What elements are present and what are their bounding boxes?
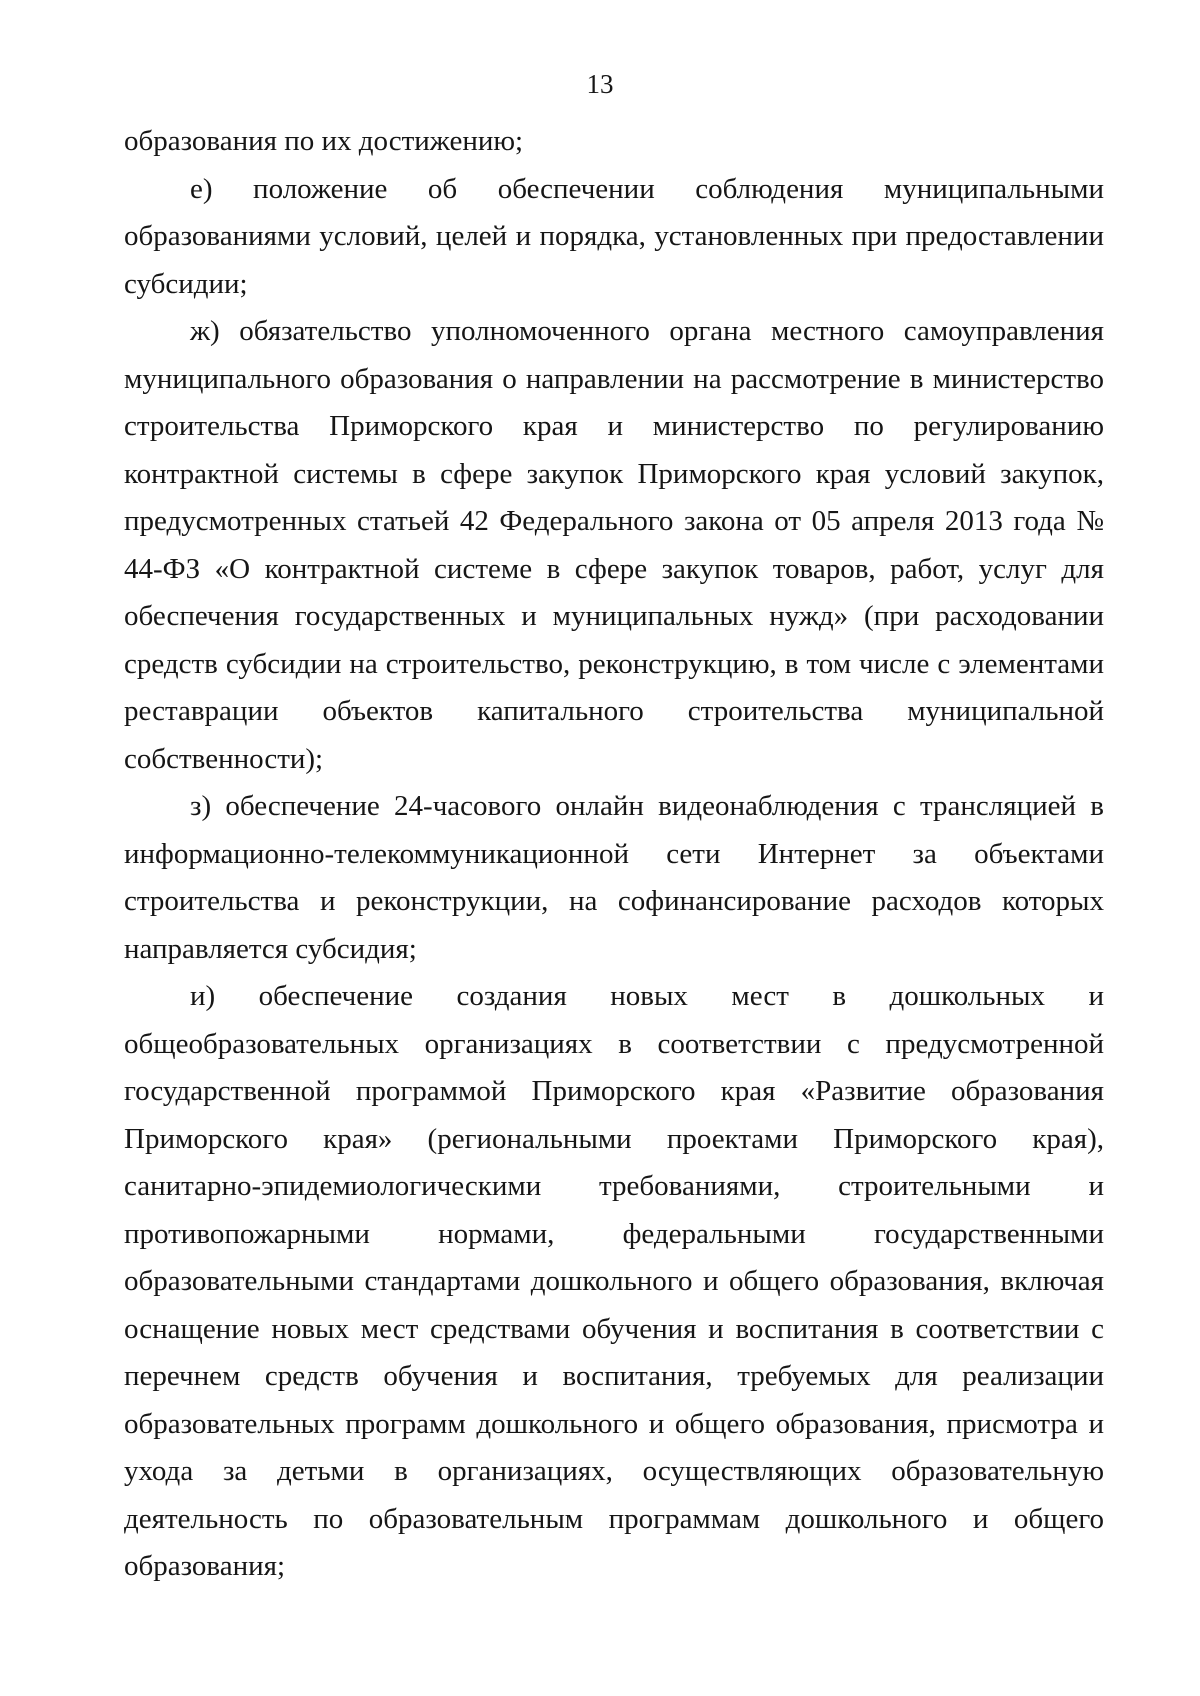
paragraph-item-i: и) обеспечение создания новых мест в дошкольных и общеобразовательных организациях в соответствии с предусмотренной государственной программой Приморского края «Развитие образования Приморского края» (региональными проектами Приморского края), санитарно-эпидемиологическими требованиями, строительными и противопожарными нормами, федеральными государственными образовательными стандартами дошкольного и общего образования, включая оснащение новых мест средствами обучения и воспитания в соответствии с перечнем средств обучения и воспитания, требуемых для реализации образовательных программ дошкольного и общего образования, присмотра и ухода за детьми в организациях, осуществляющих образовательную деятельность по образовательным программам дошкольного и общего образования; [124,980,1104,1582]
document-body [124,118,1104,1591]
paragraph-continuation: образования по их достижению; [124,125,524,157]
paragraph-item-zh: ж) обязательство уполномоченного органа местного самоуправления муниципального образования о направлении на рассмотрение в министерство строительства Приморского края и министерство по регулированию контрактной системы в сфере закупок Приморского края условий закупок, предусмотренных статьей 42 Федерального закона от 05 апреля 2013 года № 44-ФЗ «О контрактной системе в сфере закупок товаров, работ, услуг для обеспечения государственных и муниципальных нужд» (при расходовании средств субсидии на строительство, реконструкцию, в том числе с элементами реставрации объектов капитального строительства муниципальной собственности); [124,315,1104,775]
page-number: 13 [586,69,614,99]
paragraph-item-e: е) положение об обеспечении соблюдения муниципальными образованиями условий, целей и порядка, установленных при предоставлении субсидии; [124,172,1104,300]
paragraph-item-z: з) обеспечение 24-часового онлайн видеонаблюдения с трансляцией в информационно-телекоммуникационной сети Интернет за объектами строительства и реконструкции, на софинансирование расходов которых направляется субсидия; [124,790,1104,965]
